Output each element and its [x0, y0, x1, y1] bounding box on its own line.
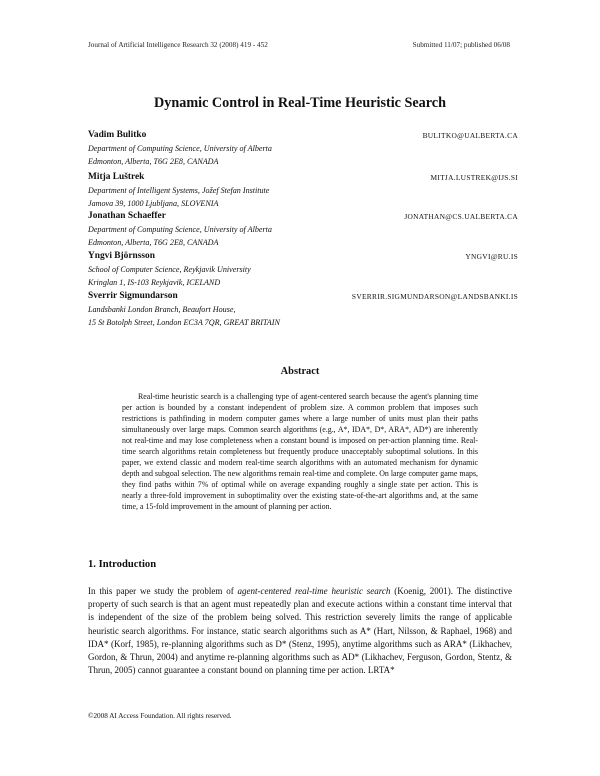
intro-text: In this paper we study the problem of [88, 586, 238, 596]
author-name: Jonathan Schaeffer [88, 211, 166, 221]
author-affiliation: Department of Intelligent Systems, Jožef Stefan Institute [88, 186, 270, 195]
author-address: Kringlan 1, IS-103 Reykjavik, ICELAND [88, 277, 221, 287]
author-affiliation: School of Computer Science, Reykjavik University [88, 265, 251, 274]
author-affiliation: Department of Computing Science, University of Alberta [88, 225, 272, 234]
abstract-text: Real-time heuristic search is a challenging type of agent-centered search because the agent's planning time per action is bounded by a constant independent of problem size. A common problem that imposes such restrictions is pathfinding in modern computer games where a large number of units must plan their paths simultaneously over large maps. Common search algorithms (e.g., A*, IDA*, D*, ARA*, AD*) are inherently not real-time and may lose completeness when a constant bound is imposed on per-action planning time. Real-time search algorithms retain completeness but frequently produce unacceptably suboptimal solutions. In this paper, we extend classic and modern real-time search algorithms with an automated mechanism for dynamic depth and subgoal selection. The new algorithms remain real-time and complete. On large computer game maps, they find paths within 7% of optimal while on average expanding roughly a single state per action. This is nearly a three-fold improvement in suboptimality over the existing state-of-the-art algorithms and, at the same time, a 15-fold improvement in the amount of planning per action. [122, 392, 478, 511]
section-heading: 1. Introduction [88, 559, 157, 570]
author-name: Sverrir Sigmundarson [88, 291, 178, 301]
author-email: SVERRIR.SIGMUNDARSON@LANDSBANKI.IS [351, 292, 518, 301]
copyright-notice: ©2008 AI Access Foundation. All rights reserved. [88, 712, 232, 720]
author-block [88, 130, 518, 169]
author-block [88, 172, 518, 211]
author-email: JONATHAN@CS.UALBERTA.CA [404, 212, 518, 221]
author-email: YNGVI@RU.IS [465, 252, 518, 261]
author-name: Vadim Bulitko [88, 130, 147, 140]
author-address: Jamova 39, 1000 Ljubljana, SLOVENIA [88, 198, 219, 208]
author-block [88, 251, 518, 290]
paper-title: Dynamic Control in Real-Time Heuristic Search [154, 95, 446, 111]
journal-citation: Journal of Artificial Intelligence Research 32 (2008) 419 - 452 [88, 41, 268, 49]
intro-text: (Koenig, 2001). The distinctive property of such search is that an agent must repeatedly plan and execute actions within a constant time interval that is independent of the size of the problem being solved. This restriction severely limits the range of applicable heuristic search algorithms. For instance, static search algorithms such as A* (Hart, Nilsson, & Raphael, 1968) and IDA* (Korf, 1985), re-planning algorithms such as D* (Stenz, 1995), anytime algorithms such as ARA* (Likhachev, Gordon, & Thrun, 2004) and anytime re-planning algorithms such as AD* (Likhachev, Ferguson, Gordon, Stentz, & Thrun, 2005) cannot guarantee a constant bound on planning time per action. LRTA* [88, 586, 513, 676]
intro-paragraph [88, 585, 512, 677]
author-name: Mitja Luštrek [88, 172, 145, 182]
author-name: Yngvi Björnsson [88, 251, 155, 261]
abstract-heading: Abstract [280, 366, 320, 377]
author-affiliation: Landsbanki London Branch, Beaufort House, [88, 305, 236, 314]
author-block [88, 211, 518, 250]
submission-dates: Submitted 11/07; published 06/08 [412, 41, 510, 49]
author-block [88, 291, 518, 330]
author-email: MITJA.LUSTREK@IJS.SI [430, 173, 518, 182]
author-address: 15 St Botolph Street, London EC3A 7QR, GREAT BRITAIN [88, 317, 280, 327]
intro-emphasis: agent-centered real-time heuristic search [237, 586, 391, 596]
author-address: Edmonton, Alberta, T6G 2E8, CANADA [88, 237, 219, 247]
author-affiliation: Department of Computing Science, University of Alberta [88, 144, 272, 153]
author-email: BULITKO@UALBERTA.CA [422, 131, 518, 140]
author-address: Edmonton, Alberta, T6G 2E8, CANADA [88, 156, 219, 166]
